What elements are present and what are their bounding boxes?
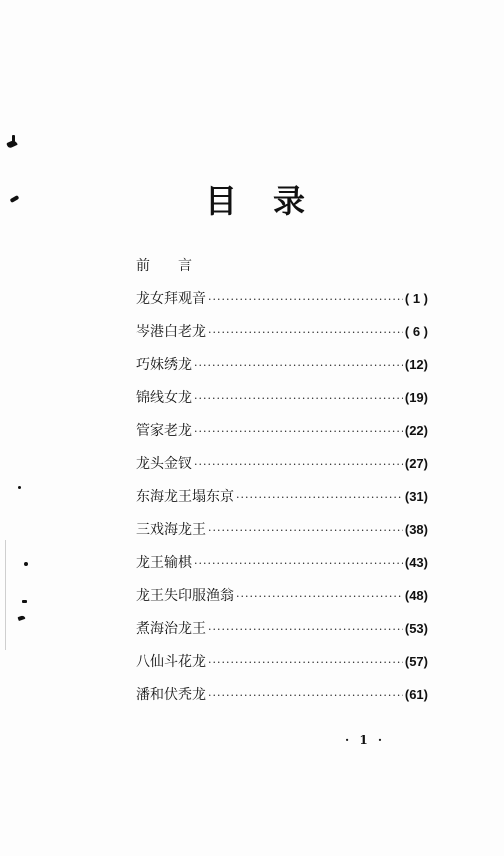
scan-mark xyxy=(22,600,27,603)
toc-entry-title: 东海龙王塌东京 xyxy=(136,489,234,505)
toc-entry-title: 煮海治龙王 xyxy=(136,621,206,637)
toc-entry-page: (53) xyxy=(404,621,428,636)
toc-leader-dots xyxy=(194,392,403,405)
preface-entry[interactable] xyxy=(136,255,192,275)
page-edge-line xyxy=(5,540,6,650)
toc-entry-title: 岑港白老龙 xyxy=(136,324,206,340)
toc-entry[interactable] xyxy=(136,519,428,552)
scan-mark xyxy=(12,135,15,142)
toc-leader-dots xyxy=(208,689,403,702)
toc-entry[interactable] xyxy=(136,288,428,321)
toc-entry-title: 龙女拜观音 xyxy=(136,291,206,307)
toc-entry-title: 锦线女龙 xyxy=(136,390,192,406)
page-title-char: 录 xyxy=(273,182,306,220)
toc-entry[interactable] xyxy=(136,321,428,354)
toc-leader-dots xyxy=(194,359,403,372)
toc-leader-dots xyxy=(208,293,403,306)
toc-entry-title: 八仙斗花龙 xyxy=(136,654,206,670)
toc-entry-page: (22) xyxy=(404,423,428,438)
toc-entry[interactable] xyxy=(136,684,428,717)
toc-entry-page: (27) xyxy=(404,456,428,471)
toc-entry-page: (43) xyxy=(404,555,428,570)
toc-leader-dots xyxy=(208,656,403,669)
toc-entry[interactable] xyxy=(136,420,428,453)
toc-entry-page: (12) xyxy=(404,357,428,372)
toc-entry[interactable] xyxy=(136,453,428,486)
toc-entry[interactable] xyxy=(136,651,428,684)
toc-entry-page: (57) xyxy=(404,654,428,669)
toc-entry[interactable] xyxy=(136,552,428,585)
toc-entry[interactable] xyxy=(136,354,428,387)
toc-leader-dots xyxy=(194,557,403,570)
toc-entry-title: 潘和伏秃龙 xyxy=(136,687,206,703)
toc-leader-dots xyxy=(208,524,403,537)
toc-entry-title: 三戏海龙王 xyxy=(136,522,206,538)
toc-entry[interactable] xyxy=(136,387,428,420)
toc-entry-title: 龙头金钗 xyxy=(136,456,192,472)
toc-leader-dots xyxy=(194,425,403,438)
toc-leader-dots xyxy=(236,590,403,603)
page-number: · 1 · xyxy=(345,733,386,747)
scan-mark xyxy=(24,562,28,566)
toc-entry[interactable] xyxy=(136,618,428,651)
scan-mark xyxy=(10,195,20,203)
toc-leader-dots xyxy=(208,326,403,339)
scan-mark xyxy=(18,486,21,489)
table-of-contents xyxy=(136,288,428,717)
page-title-char: 目 xyxy=(205,182,238,220)
toc-entry-title: 龙王输棋 xyxy=(136,555,192,571)
toc-entry[interactable] xyxy=(136,585,428,618)
toc-entry-page: ( 1 ) xyxy=(404,291,428,306)
toc-leader-dots xyxy=(236,491,403,504)
toc-leader-dots xyxy=(208,623,403,636)
toc-entry-title: 管家老龙 xyxy=(136,423,192,439)
toc-entry-page: (61) xyxy=(404,687,428,702)
toc-entry-page: (19) xyxy=(404,390,428,405)
scan-mark xyxy=(18,615,26,621)
toc-entry-page: (48) xyxy=(404,588,428,603)
toc-entry-page: (31) xyxy=(404,489,428,504)
toc-entry-title: 巧妹绣龙 xyxy=(136,357,192,373)
preface-char: 前 xyxy=(136,258,150,274)
toc-entry[interactable] xyxy=(136,486,428,519)
page-title xyxy=(205,176,335,222)
toc-entry-page: ( 6 ) xyxy=(404,324,428,339)
toc-entry-title: 龙王失印服渔翁 xyxy=(136,588,234,604)
toc-entry-page: (38) xyxy=(404,522,428,537)
toc-leader-dots xyxy=(194,458,403,471)
preface-char: 言 xyxy=(178,258,192,274)
